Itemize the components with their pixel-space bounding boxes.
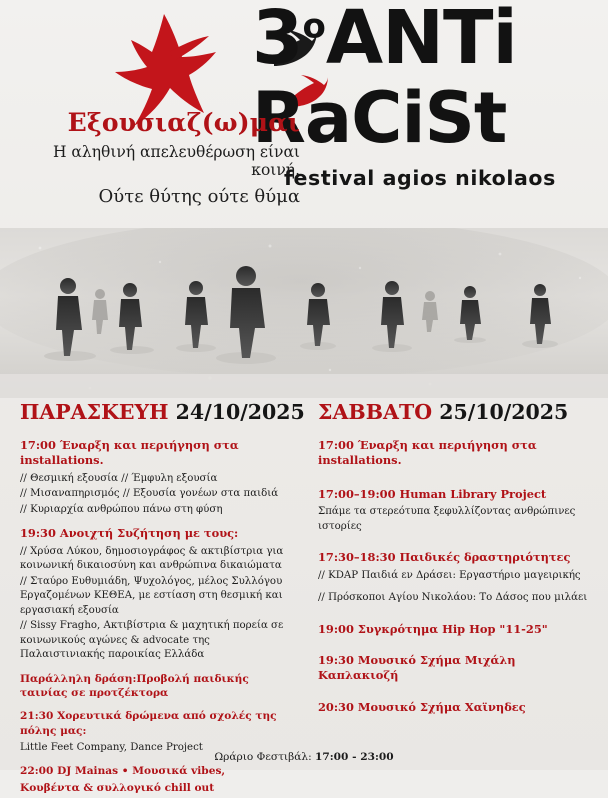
bullet: // Sissy Fragho, Ακτιβίστρια & μαχητική πορεία σε κοινωνικούς αγώνες & advocate της Παλαιστινιακής παροικίας Ελλάδα — [20, 620, 284, 661]
saturday-entry-6: 19:30 Μουσικό Σχήμα Μιχάλη Καπλακιοζή — [318, 652, 516, 683]
poster-slogans — [0, 108, 312, 207]
day-date-friday: 24/10/2025 — [175, 400, 305, 424]
saturday-entry-7: 20:30 Μουσικό Σχήμα Χαϊνηδες — [318, 699, 526, 714]
bullet: // Χρύσα Λύκου, δημοσιογράφος & ακτιβίστρια για κοινωνική δικαιοσύνη και ανθρώπινα δικαιώματα — [20, 545, 284, 572]
program-column-saturday — [304, 400, 588, 798]
slogan-main: Εξουσιαζ(ω)μαι — [67, 108, 300, 137]
day-title-friday — [20, 400, 305, 424]
friday-entry-2: 19:30 Ανοιχτή Συζήτηση με τους: — [20, 526, 239, 541]
poster-header — [0, 0, 608, 228]
day-name-friday: ΠΑΡΑΣΚΕΥΗ — [20, 400, 169, 424]
slogan-sub-1: Η αληθινή απελευθέρωση είναι κοινή. — [52, 143, 300, 179]
slogan-sub-2: Ούτε θύτης ούτε θύμα — [98, 186, 300, 207]
program-section — [0, 400, 608, 798]
saturday-entry-5: 19:00 Συγκρότημα Hip Hop "11-25" — [318, 621, 548, 636]
bullet: // Πρόσκοποι Αγίου Νικολάου: Το Δάσος που μιλάει — [318, 592, 588, 604]
festival-hours-value: 17:00 - 23:00 — [315, 751, 394, 763]
friday-entry-0: 17:00 Έναρξη και περιήγηση στα installations. — [20, 438, 239, 468]
saturday-entry-0: 17:00 Έναρξη και περιήγηση στα installations. — [318, 438, 537, 468]
friday-entry-5: 21:30 Χορευτικά δρώμενα από σχολές της πόλης μας: — [20, 710, 277, 737]
day-name-saturday: ΣΑΒΒΑΤΟ — [318, 400, 433, 424]
title-subtitle: festival agios nikolaos — [284, 166, 556, 190]
day-date-saturday: 25/10/2025 — [439, 400, 569, 424]
bullet: // Θεσμική εξουσία // Έμφυλη εξουσία — [20, 472, 218, 484]
title-ordinal-sup: o — [302, 6, 326, 47]
saturday-entry-1: 17:00–19:00 Human Library Project — [318, 486, 547, 501]
friday-bullets-3 — [20, 545, 290, 663]
friday-parallel-action: Παράλληλη δράση:Προβολή παιδικής ταινίας σε προτζέκτορα — [20, 672, 249, 700]
crowd-photo-graphic — [0, 228, 608, 398]
friday-bullets-1 — [20, 472, 290, 517]
saturday-entry-3: 17:30–18:30 Παιδικές δραστηριότητες — [318, 550, 571, 565]
bullet: // Κυριαρχία ανθρώπου πάνω στη φύση — [20, 503, 223, 515]
title-line-2: RaCiSt — [252, 77, 507, 159]
festival-hours-label: Ωράριο Φεστιβάλ: — [214, 751, 312, 763]
saturday-bullets-4 — [318, 569, 588, 606]
bullet: // KDAP Παιδιά εν Δράσει: Εργαστήριο μαγειρικής — [318, 569, 581, 581]
bullet: // Σταύρο Ευθυμιάδη, Ψυχολόγος, μέλος Συλλόγου Εργαζομένων ΚΕΘΕΑ, με εστίαση στη θεσμική και εργασιακή εξουσία — [20, 575, 283, 616]
program-column-friday — [20, 400, 304, 798]
day-title-saturday — [318, 400, 588, 424]
saturday-entry-2: Σπάμε τα στερεότυπα ξεφυλλίζοντας ανθρώπινες ιστορίες — [318, 506, 576, 532]
title-anti: ANTi — [325, 0, 517, 81]
friday-entry-6: Little Feet Company, Dance Project — [20, 741, 203, 753]
crowd-photo — [0, 228, 608, 398]
bullet: // Μισαναπηρισμός // Εξουσία γονέων στα παιδιά — [20, 488, 279, 500]
friday-entry-7: 22:00 DJ Mainas • Μουσικά vibes, — [20, 765, 226, 778]
title-ordinal: 3 — [252, 0, 303, 81]
festival-hours — [0, 751, 608, 763]
friday-entry-8: Κουβέντα & συλλογικό chill out — [20, 782, 215, 795]
